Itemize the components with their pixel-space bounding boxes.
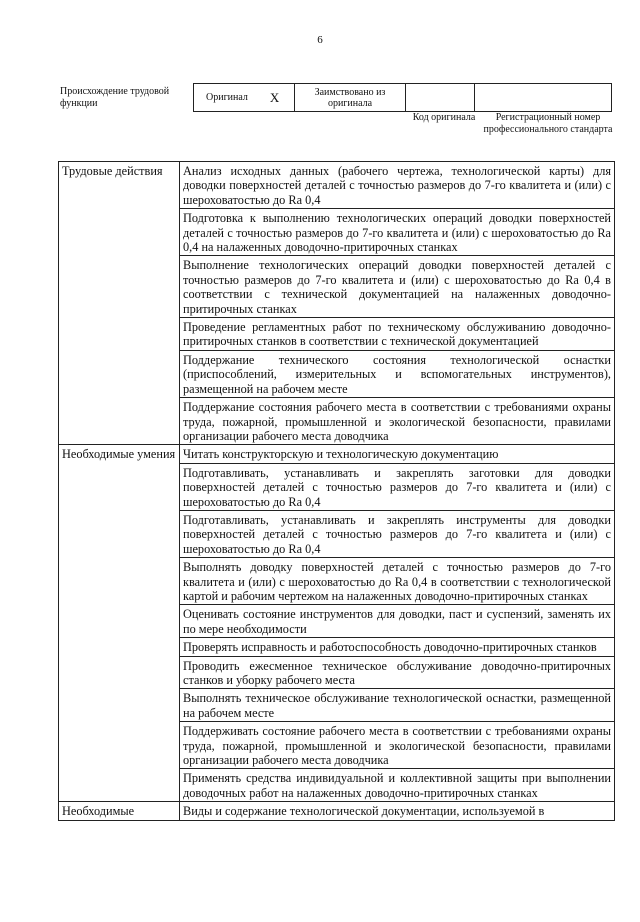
origin-reg-number-cell — [475, 84, 612, 112]
table-row — [59, 445, 615, 463]
section-item: Поддержание технического состояния технологической оснастки (приспособлений, измерительных и вспомогательных инструментов), размещенной на рабочем месте — [180, 350, 615, 397]
section-item: Выполнять техническое обслуживание технологической оснастки, размещенной на рабочем месте — [180, 689, 615, 722]
section-item: Проверять исправность и работоспособность доводочно-притирочных станков — [180, 638, 615, 656]
origin-label: Происхождение трудовой функции — [60, 86, 170, 109]
origin-table — [193, 83, 612, 112]
section-item: Читать конструкторскую и технологическую документацию — [180, 445, 615, 463]
origin-code-cell — [406, 84, 475, 112]
reg-number-caption: Регистрационный номер профессионального стандарта — [483, 112, 613, 135]
code-caption: Код оригинала — [412, 112, 476, 123]
section-item: Поддерживать состояние рабочего места в соответствии с требованиями охраны труда, пожарной, промышленной и экологической безопасности, правилами организации рабочего места доводчика — [180, 722, 615, 769]
section-item: Виды и содержание технологической документации, используемой в — [180, 802, 615, 820]
section-item: Подготавливать, устанавливать и закреплять заготовки для доводки поверхностей деталей с точностью размеров до 7-го квалитета и (или) с шероховатостью до Ra 0,4 — [180, 463, 615, 510]
section-item: Поддержание состояния рабочего места в соответствии с требованиями охраны труда, пожарной, промышленной и экологической безопасности, правилами организации рабочего места доводчика — [180, 398, 615, 445]
original-mark: X — [269, 89, 280, 105]
table-row — [59, 162, 615, 209]
section-item: Проводить ежесменное техническое обслуживание доводочно-притирочных станков и уборку рабочего места — [180, 656, 615, 689]
page-number: 6 — [317, 34, 323, 46]
original-label: Оригинал — [206, 92, 248, 103]
section-item: Оценивать состояние инструментов для доводки, паст и суспензий, заменять их по мере необходимости — [180, 605, 615, 638]
section-item: Подготавливать, устанавливать и закреплять инструменты для доводки поверхностей деталей с точностью размеров до 7-го квалитета и (или) с шероховатостью до Ra 0,4 — [180, 510, 615, 557]
section-category: Необходимые — [59, 802, 180, 820]
origin-borrowed-cell: Заимствовано из оригинала — [295, 84, 406, 112]
section-category: Необходимые умения — [59, 445, 180, 802]
section-item: Выполнение технологических операций доводки поверхностей деталей с точностью размеров до 7-го квалитета и (или) с шероховатостью до Ra 0,4 в соответствии с технической документацией на налаженных доводочно-притирочных станках — [180, 256, 615, 318]
section-item: Проведение регламентных работ по техническому обслуживанию доводочно-притирочных станков в соответствии с технической документацией — [180, 318, 615, 351]
origin-original-cell — [194, 84, 295, 112]
section-item: Подготовка к выполнению технологических операций доводки поверхностей деталей с точностью размеров до 7-го квалитета и (или) с шероховатостью до Ra 0,4 на налаженных доводочно-притирочных станках — [180, 209, 615, 256]
table-row — [59, 802, 615, 820]
labor-function-table — [58, 161, 615, 821]
section-item: Выполнять доводку поверхностей деталей с точностью размеров до 7-го квалитета и (или) с шероховатостью до Ra 0,4 в соответствии с технологической картой и рабочим чертежом на налаженных доводочно-притирочных станках — [180, 558, 615, 605]
section-item: Анализ исходных данных (рабочего чертежа, технологической карты) для доводки поверхностей деталей с точностью размеров до 7-го квалитета и (или) с шероховатостью до Ra 0,4 — [180, 162, 615, 209]
section-category: Трудовые действия — [59, 162, 180, 445]
section-item: Применять средства индивидуальной и коллективной защиты при выполнении доводочных работ на налаженных доводочно-притирочных станках — [180, 769, 615, 802]
